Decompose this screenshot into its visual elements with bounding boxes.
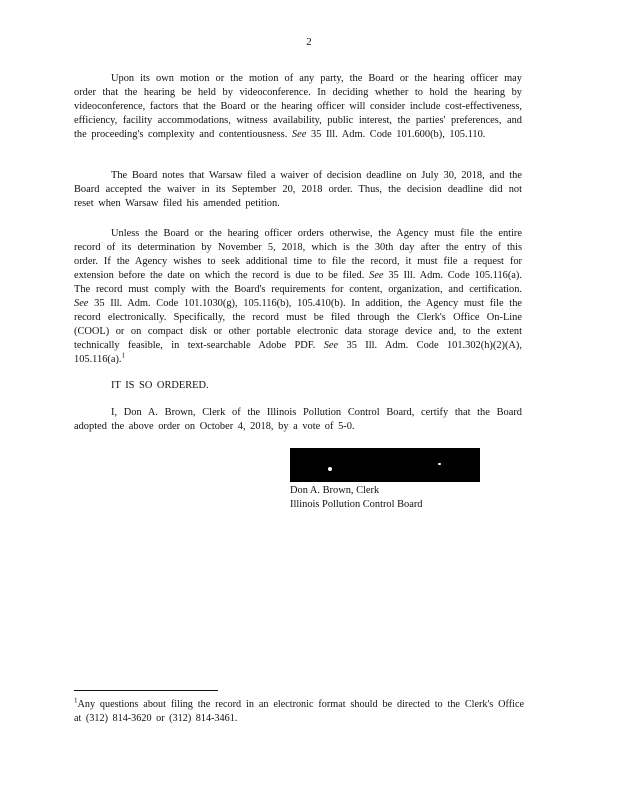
signatory-name: Don A. Brown, Clerk [290, 485, 380, 496]
paragraph-text: Unless the Board or the hearing officer orders otherwise, the Agency must file the entire record of its determination by November 5, 2018, which is the 30th day after the entry of this order. If the Agency wishes to seek additional time to file the record, it must file a request for extension before the date on which the record is due to be filed. [74, 228, 522, 281]
citation-text: 35 Ill. Adm. Code 101.302(h)(2)(A), 105.116(a). [74, 340, 522, 365]
citation-signal: See [74, 298, 89, 309]
signature-mark [328, 467, 332, 471]
paragraph-text: Upon its own motion or the motion of any party, the Board or the hearing officer may order that the hearing be held by videoconference. In deciding whether to hold the hearing by videoconference, factors that the Board or the hearing officer will consider include cost-effectiveness, efficiency, facility accommodations, witness availability, public interest, the parties' preferences, and the proceeding's complexity and contentiousness. [74, 73, 522, 140]
citation-signal: See [323, 340, 339, 351]
citation-text: 35 Ill. Adm. Code 105.116(a). The record must comply with the Board's requirements for content, organization, and certification. [74, 270, 522, 295]
signatory-title: Illinois Pollution Control Board [290, 499, 423, 510]
citation-text: 35 Ill. Adm. Code 101.1030(g), 105.116(b), 105.410(b). In addition, the Agency must file the record electronically. Specifically, the record must be filed through the Clerk's Office On-Line (COOL) or on compact disk or other portable electronic data storage device and, to the extent technically feasible, in text-searchable Adobe PDF. [74, 298, 522, 351]
redacted-signature [290, 448, 480, 482]
footnote-reference: 1 [121, 351, 126, 360]
footnote-marker: 1 [74, 696, 78, 705]
order-statement: IT IS SO ORDERED. [111, 380, 209, 391]
footnote-text: Any questions about filing the record in an electronic format should be directed to the Clerk's Office at (312) 814-3620 or (312) 814-3461. [74, 699, 524, 724]
paragraph-waiver: The Board notes that Warsaw filed a waiver of decision deadline on July 30, 2018, and the Board accepted the waiver in its September 20, 2018 order. Thus, the decision deadline did not reset when Warsaw filed his amended petition. [74, 170, 522, 209]
footnote-divider [74, 690, 218, 691]
footnote [74, 698, 524, 726]
paragraph-record-filing [74, 227, 522, 367]
citation-signal: See [291, 129, 307, 140]
page-number: 2 [306, 36, 312, 48]
clerk-certification: I, Don A. Brown, Clerk of the Illinois Pollution Control Board, certify that the Board adopted the above order on October 4, 2018, by a vote of 5-0. [74, 407, 522, 432]
signature-mark [438, 463, 441, 465]
citation-text: 35 Ill. Adm. Code 101.600(b), 105.110. [310, 129, 486, 140]
signature-block [290, 484, 423, 512]
citation-signal: See [369, 270, 384, 281]
paragraph-videoconference [74, 72, 522, 142]
